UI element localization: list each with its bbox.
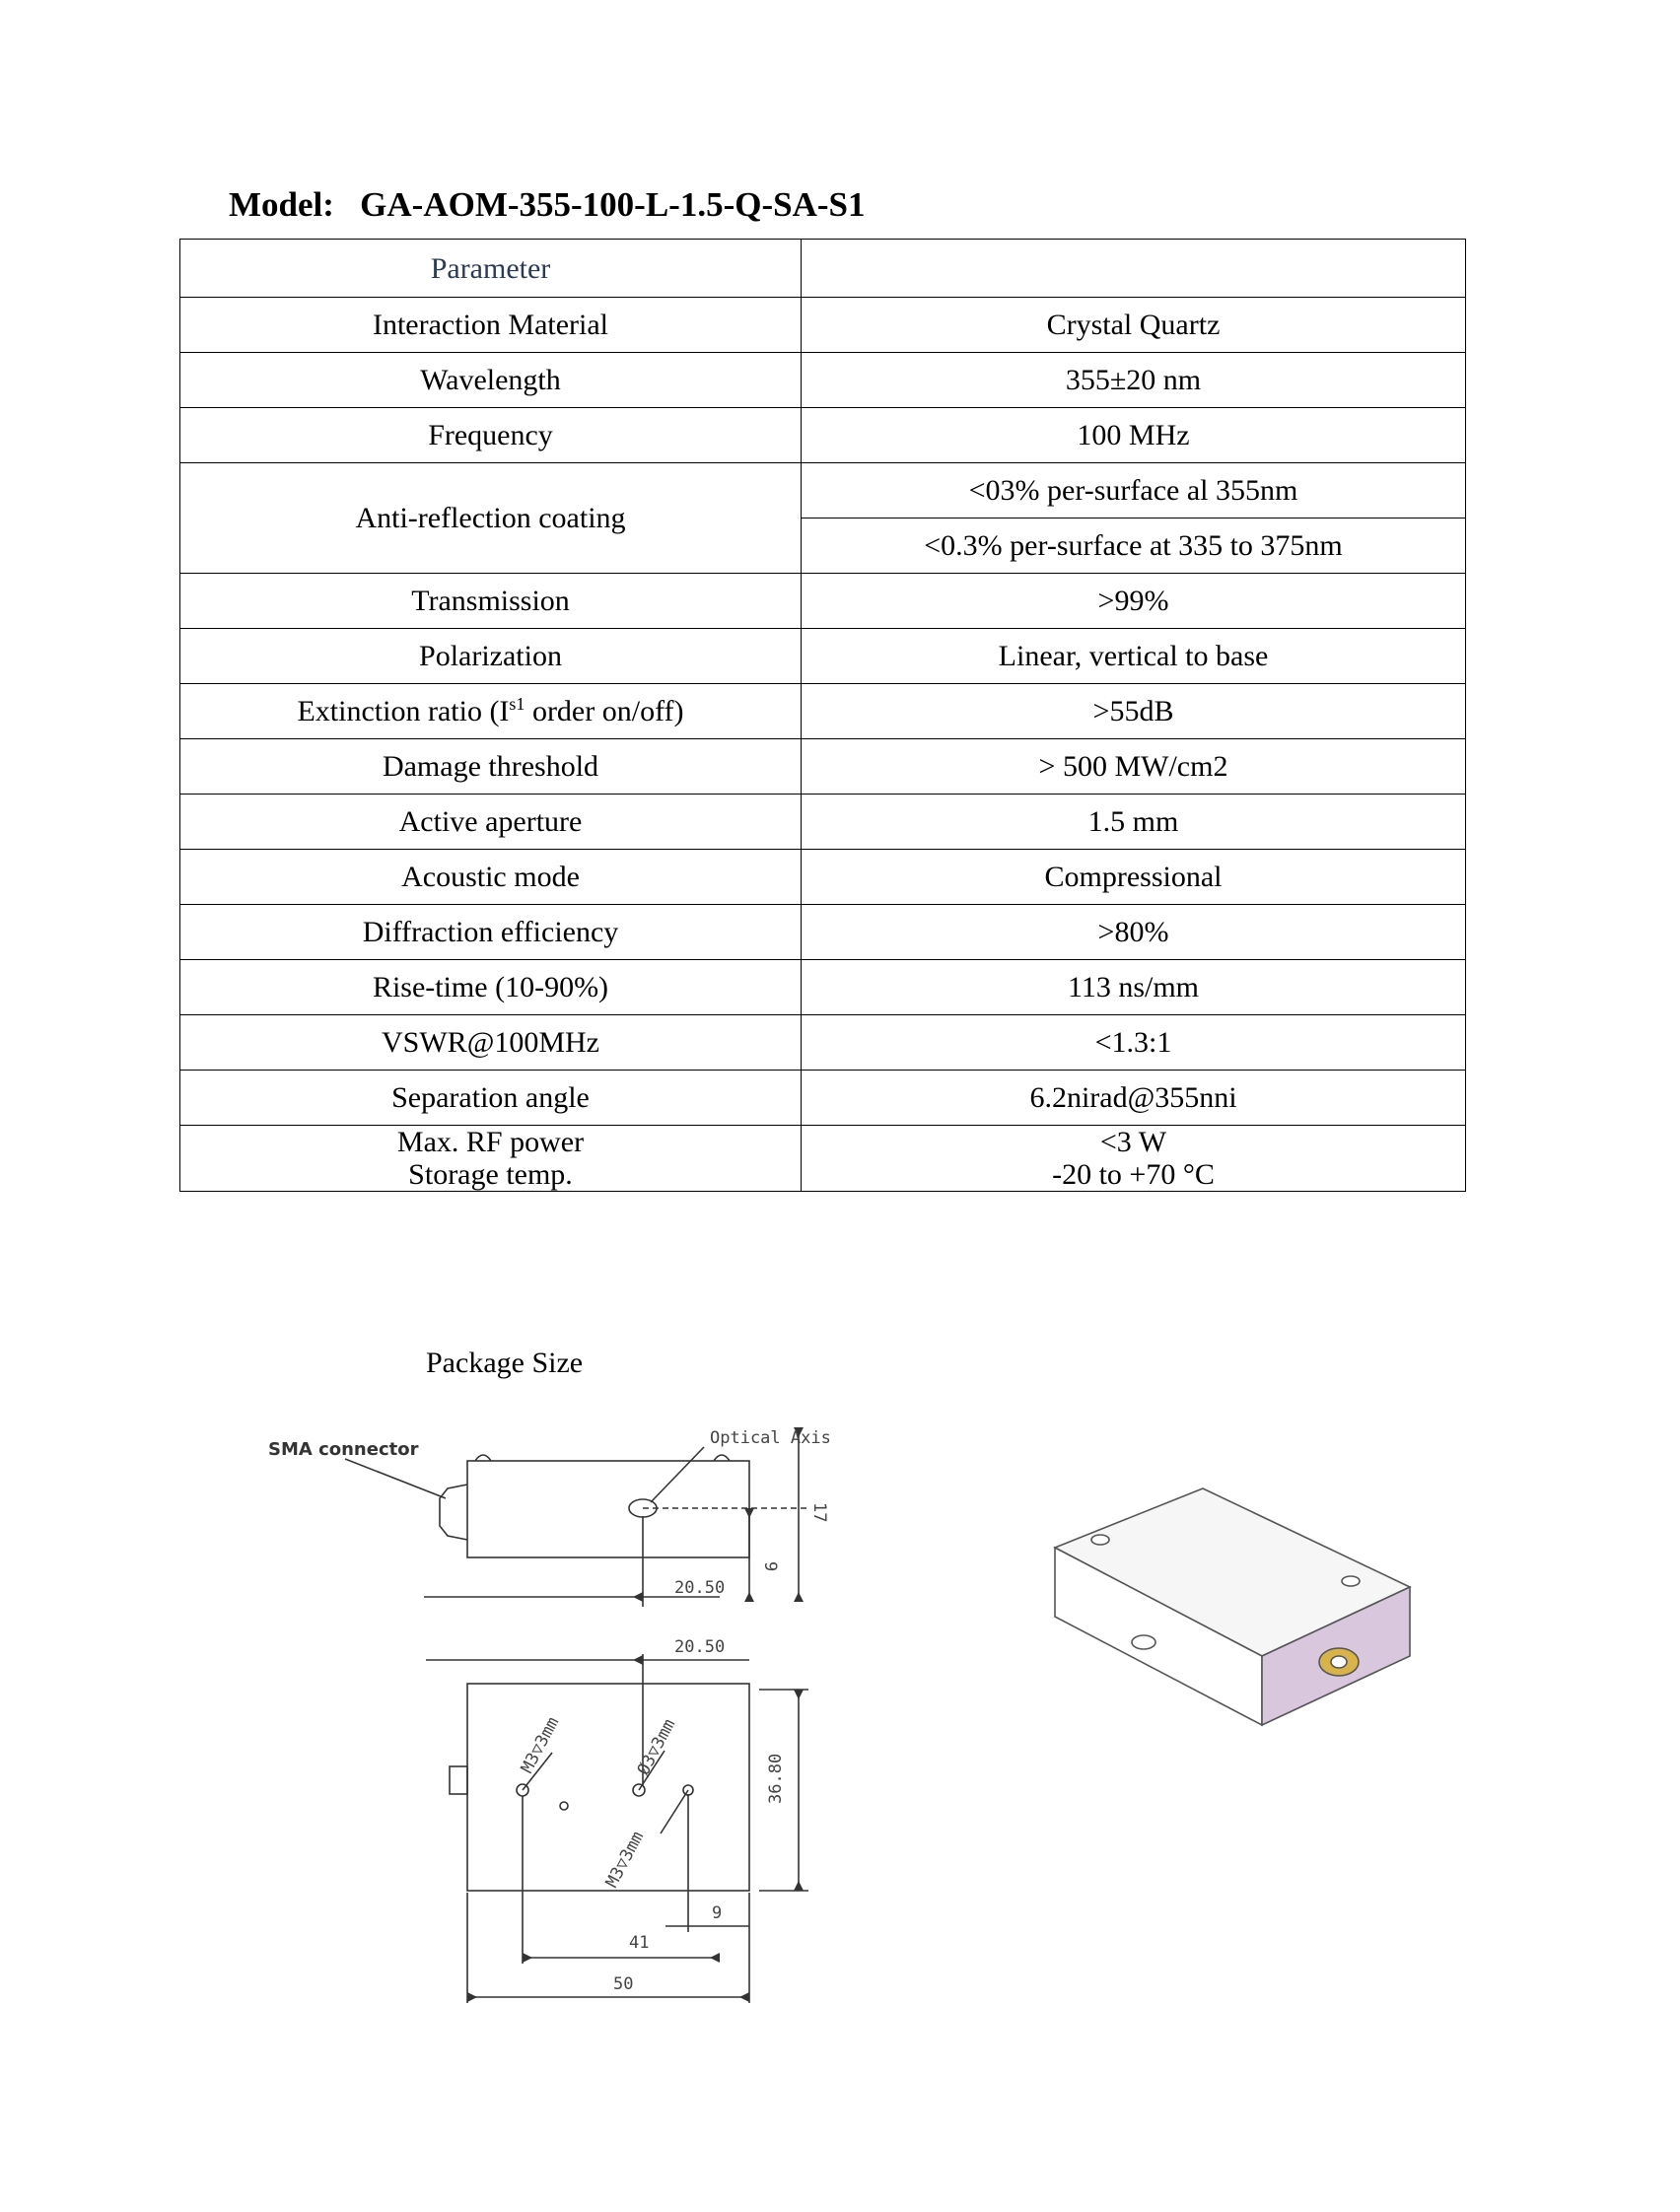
table-row — [180, 850, 1466, 905]
package-size-label: Package Size — [426, 1347, 584, 1379]
table-header-row — [180, 240, 1466, 298]
table-row — [180, 960, 1466, 1015]
side-view-body — [467, 1461, 749, 1557]
table-row — [180, 1015, 1466, 1071]
dim-20-50-top: 20.50 — [674, 1578, 726, 1598]
table-row — [180, 408, 1466, 463]
param-cell — [180, 684, 802, 739]
table-row — [180, 905, 1466, 960]
value-text: -20 to +70 °C — [1052, 1158, 1215, 1191]
aperture-slot — [1132, 1635, 1155, 1649]
param-cell — [180, 1126, 802, 1192]
param-cell: Diffraction efficiency — [180, 905, 802, 960]
value-cell: <0.3% per-surface at 335 to 375nm — [802, 518, 1466, 574]
dim-9-side: 9 — [760, 1561, 780, 1572]
param-text: Extinction ratio (I — [297, 695, 510, 727]
param-text: Max. RF power — [396, 1126, 585, 1158]
product-illustration — [1045, 1479, 1420, 1735]
value-cell: <03% per-surface al 355nm — [802, 463, 1466, 518]
table-row — [180, 574, 1466, 629]
mount-screw — [1342, 1576, 1360, 1586]
value-cell: > 500 MW/cm2 — [802, 739, 1466, 795]
leader-bottom — [661, 1790, 688, 1833]
param-text: Storage temp. — [408, 1158, 573, 1191]
dim-20-50-mid: 20.50 — [674, 1637, 726, 1657]
param-cell: Interaction Material — [180, 298, 802, 353]
value-cell: <1.3:1 — [802, 1015, 1466, 1071]
table-row — [180, 629, 1466, 684]
table-row — [180, 1071, 1466, 1126]
package-drawing — [197, 1400, 887, 2031]
table-row — [180, 684, 1466, 739]
optical-axis-label: Optical Axis — [710, 1428, 831, 1448]
dim-17: 17 — [809, 1502, 829, 1523]
hole-label-m3-bottom: M3▽3mm — [601, 1828, 649, 1892]
dim-50: 50 — [613, 1974, 634, 1994]
model-title — [229, 185, 865, 225]
param-superscript: s1 — [509, 694, 525, 714]
table-row — [180, 795, 1466, 850]
param-cell: Frequency — [180, 408, 802, 463]
sma-connector-shape — [440, 1485, 467, 1540]
param-cell: Damage threshold — [180, 739, 802, 795]
model-title-prefix: Model: — [229, 185, 334, 224]
table-row — [180, 1126, 1466, 1192]
value-cell: >80% — [802, 905, 1466, 960]
value-cell — [802, 1126, 1466, 1192]
top-view-body — [467, 1684, 749, 1891]
mount-tab-left — [475, 1455, 491, 1461]
param-cell: Transmission — [180, 574, 802, 629]
dim-9-bottom: 9 — [712, 1903, 723, 1923]
value-cell: 113 ns/mm — [802, 960, 1466, 1015]
value-cell: 355±20 nm — [802, 353, 1466, 408]
table-row — [180, 298, 1466, 353]
optical-axis-leader — [651, 1447, 704, 1502]
value-text: <3 W — [1099, 1126, 1167, 1158]
param-cell: Rise-time (10-90%) — [180, 960, 802, 1015]
sma-connector-top — [450, 1766, 467, 1794]
value-cell: 1.5 mm — [802, 795, 1466, 850]
sma-pin — [1331, 1656, 1347, 1668]
dim-36-80: 36.80 — [766, 1753, 786, 1804]
value-cell: Linear, vertical to base — [802, 629, 1466, 684]
hole-label-m3-left: M3▽3mm — [517, 1713, 564, 1777]
param-cell: Anti-reflection coating — [180, 463, 802, 574]
header-parameter: Parameter — [180, 240, 802, 298]
value-cell: >99% — [802, 574, 1466, 629]
dim-41: 41 — [629, 1933, 650, 1953]
model-name: GA-AOM-355-100-L-1.5-Q-SA-S1 — [360, 185, 866, 224]
param-text: order on/off) — [525, 695, 684, 727]
table-row — [180, 463, 1466, 518]
param-cell: Wavelength — [180, 353, 802, 408]
sma-leader — [345, 1459, 446, 1498]
mount-screw — [1091, 1535, 1109, 1545]
value-cell: Compressional — [802, 850, 1466, 905]
value-cell: Crystal Quartz — [802, 298, 1466, 353]
header-value — [802, 240, 1466, 298]
param-cell: Polarization — [180, 629, 802, 684]
param-cell: Active aperture — [180, 795, 802, 850]
small-hole — [560, 1802, 568, 1810]
arrow-marks — [633, 1592, 643, 1665]
param-cell: VSWR@100MHz — [180, 1015, 802, 1071]
param-cell: Separation angle — [180, 1071, 802, 1126]
spec-table — [179, 239, 1466, 1192]
mount-tab-right — [714, 1455, 730, 1461]
table-row — [180, 353, 1466, 408]
param-cell: Acoustic mode — [180, 850, 802, 905]
value-cell: >55dB — [802, 684, 1466, 739]
table-row — [180, 739, 1466, 795]
value-cell: 100 MHz — [802, 408, 1466, 463]
hole-label-phi: Ø3▽3mm — [633, 1715, 680, 1779]
sma-connector-label: SMA connector — [268, 1439, 419, 1460]
value-cell: 6.2nirad@355nni — [802, 1071, 1466, 1126]
